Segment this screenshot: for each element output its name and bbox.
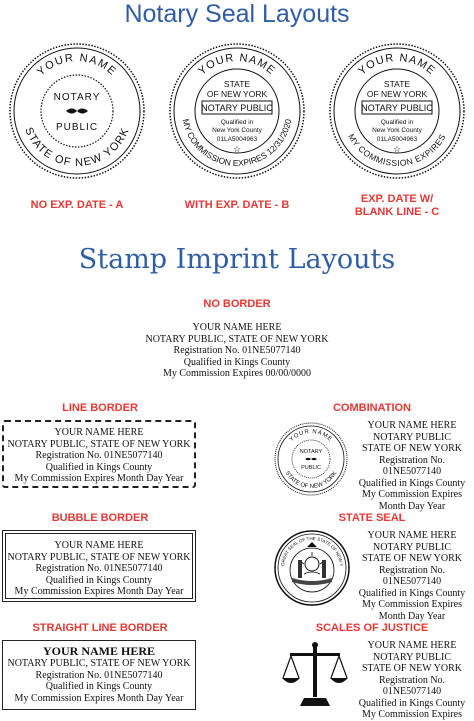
combination-seal-image (274, 422, 348, 496)
state-seal-label: STATE SEAL (338, 512, 406, 524)
svg-text:YOUR NAME (356, 52, 438, 78)
straight-line-border-imprint: YOUR NAME HERE NOTARY PUBLIC, STATE OF NEW YORK Registration No. 01NE5077140 Qualified in Kings County My Commission Expires Month Day Year (2, 640, 196, 710)
svg-text:☆: ☆ (392, 144, 402, 154)
svg-text:THE GREAT SEAL OF THE STATE OF: GREAT SEAL OF THE STATE OF NEW Y (280, 535, 344, 567)
svg-text:Qualified in: Qualified in (220, 119, 254, 126)
svg-text:NOTARY PUBLIC: NOTARY PUBLIC (201, 103, 273, 113)
combination-label: COMBINATION (332, 402, 411, 414)
seal-a-center1: NOTARY (53, 92, 101, 103)
seal-a-image (8, 42, 146, 180)
scales-of-justice-label: SCALES OF JUSTICE (315, 622, 429, 634)
svg-text:01LA5004963: 01LA5004963 (376, 136, 418, 143)
seal-layouts-title: Notary Seal Layouts (124, 0, 350, 28)
stamp-layouts-title: Stamp Imprint Layouts (78, 244, 396, 275)
svg-text:YOUR NAME (196, 52, 278, 78)
scales-of-justice-imprint: YOUR NAME HERE NOTARY PUBLIC STATE OF NEW YORK Registration No. 01NE5077140 Qualified in Kings County My Commission Expires (358, 640, 466, 720)
svg-text:YOUR NAME: YOUR NAME (288, 428, 334, 444)
combination-imprint: YOUR NAME HERE NOTARY PUBLIC STATE OF NEW YORK Registration No. 01NE5077140 Qualified in Kings County My Commission Expires Month Day Year (358, 420, 466, 512)
line-border-label: LINE BORDER (62, 402, 138, 414)
svg-text:PUBLIC: PUBLIC (301, 465, 321, 471)
seal-a-bottom-text: STATE OF NEW YORK (22, 125, 132, 170)
svg-text:OF NEW YORK: OF NEW YORK (366, 89, 428, 99)
line-border-imprint: YOUR NAME HERE NOTARY PUBLIC, STATE OF NEW YORK Registration No. 01NE5077140 Qualified in Kings County My Commission Expires Month Day Year (2, 420, 196, 488)
svg-text:NOTARY: NOTARY (299, 449, 323, 455)
svg-text:New York County: New York County (212, 127, 262, 134)
seal-c-top-text: YOUR NAME (356, 51, 438, 78)
seal-b-top-text: YOUR NAME (196, 51, 278, 78)
svg-text:STATE OF NEW YORK: STATE OF NEW YORK (283, 470, 339, 491)
seal-c-bottom-text: MY COMMISSION EXPIRES (346, 131, 448, 169)
seal-a-label: NO EXP. DATE - A (30, 199, 124, 211)
svg-text:STATE: STATE (223, 79, 251, 89)
svg-text:New York County: New York County (372, 127, 422, 134)
straight-line-border-label: STRAIGHT LINE BORDER (32, 622, 168, 634)
seal-b-bottom-text: MY COMMISSION EXPIRES 12/31/2020 (180, 117, 294, 169)
svg-text:Qualified in: Qualified in (380, 119, 414, 126)
svg-text:OF NEW YORK: OF NEW YORK (206, 89, 268, 99)
bubble-border-label: BUBBLE BORDER (51, 512, 149, 524)
seal-c-label: EXP. DATE W/ BLANK LINE - C (354, 193, 440, 218)
seal-c-image (328, 42, 466, 180)
scales-of-justice-icon (282, 640, 348, 710)
svg-text:NOTARY PUBLIC: NOTARY PUBLIC (361, 103, 433, 113)
seal-b-image (168, 42, 306, 180)
seal-a-top-text: YOUR NAME (35, 51, 119, 79)
no-border-imprint: YOUR NAME HERE NOTARY PUBLIC, STATE OF NEW YORK Registration No. 01NE5077140 Qualified in Kings County My Commission Expires 00/00/0000 (145, 322, 329, 379)
svg-text:STATE: STATE (383, 79, 411, 89)
svg-text:01LA5004963: 01LA5004963 (216, 136, 258, 143)
state-seal-image (274, 530, 350, 606)
no-border-label: NO BORDER (203, 298, 271, 310)
svg-text:☆: ☆ (232, 144, 242, 154)
seal-a-center2: PUBLIC (55, 122, 99, 133)
bubble-border-imprint: YOUR NAME HERE NOTARY PUBLIC, STATE OF NEW YORK Registration No. 01NE5077140 Qualified in Kings County My Commission Expires Month Day Year (2, 530, 196, 602)
seal-b-label: WITH EXP. DATE - B (184, 199, 290, 211)
state-seal-imprint: YOUR NAME HERE NOTARY PUBLIC STATE OF NEW YORK Registration No. 01NE5077140 Qualified in Kings County My Commission Expires Month Day Year (358, 530, 466, 622)
